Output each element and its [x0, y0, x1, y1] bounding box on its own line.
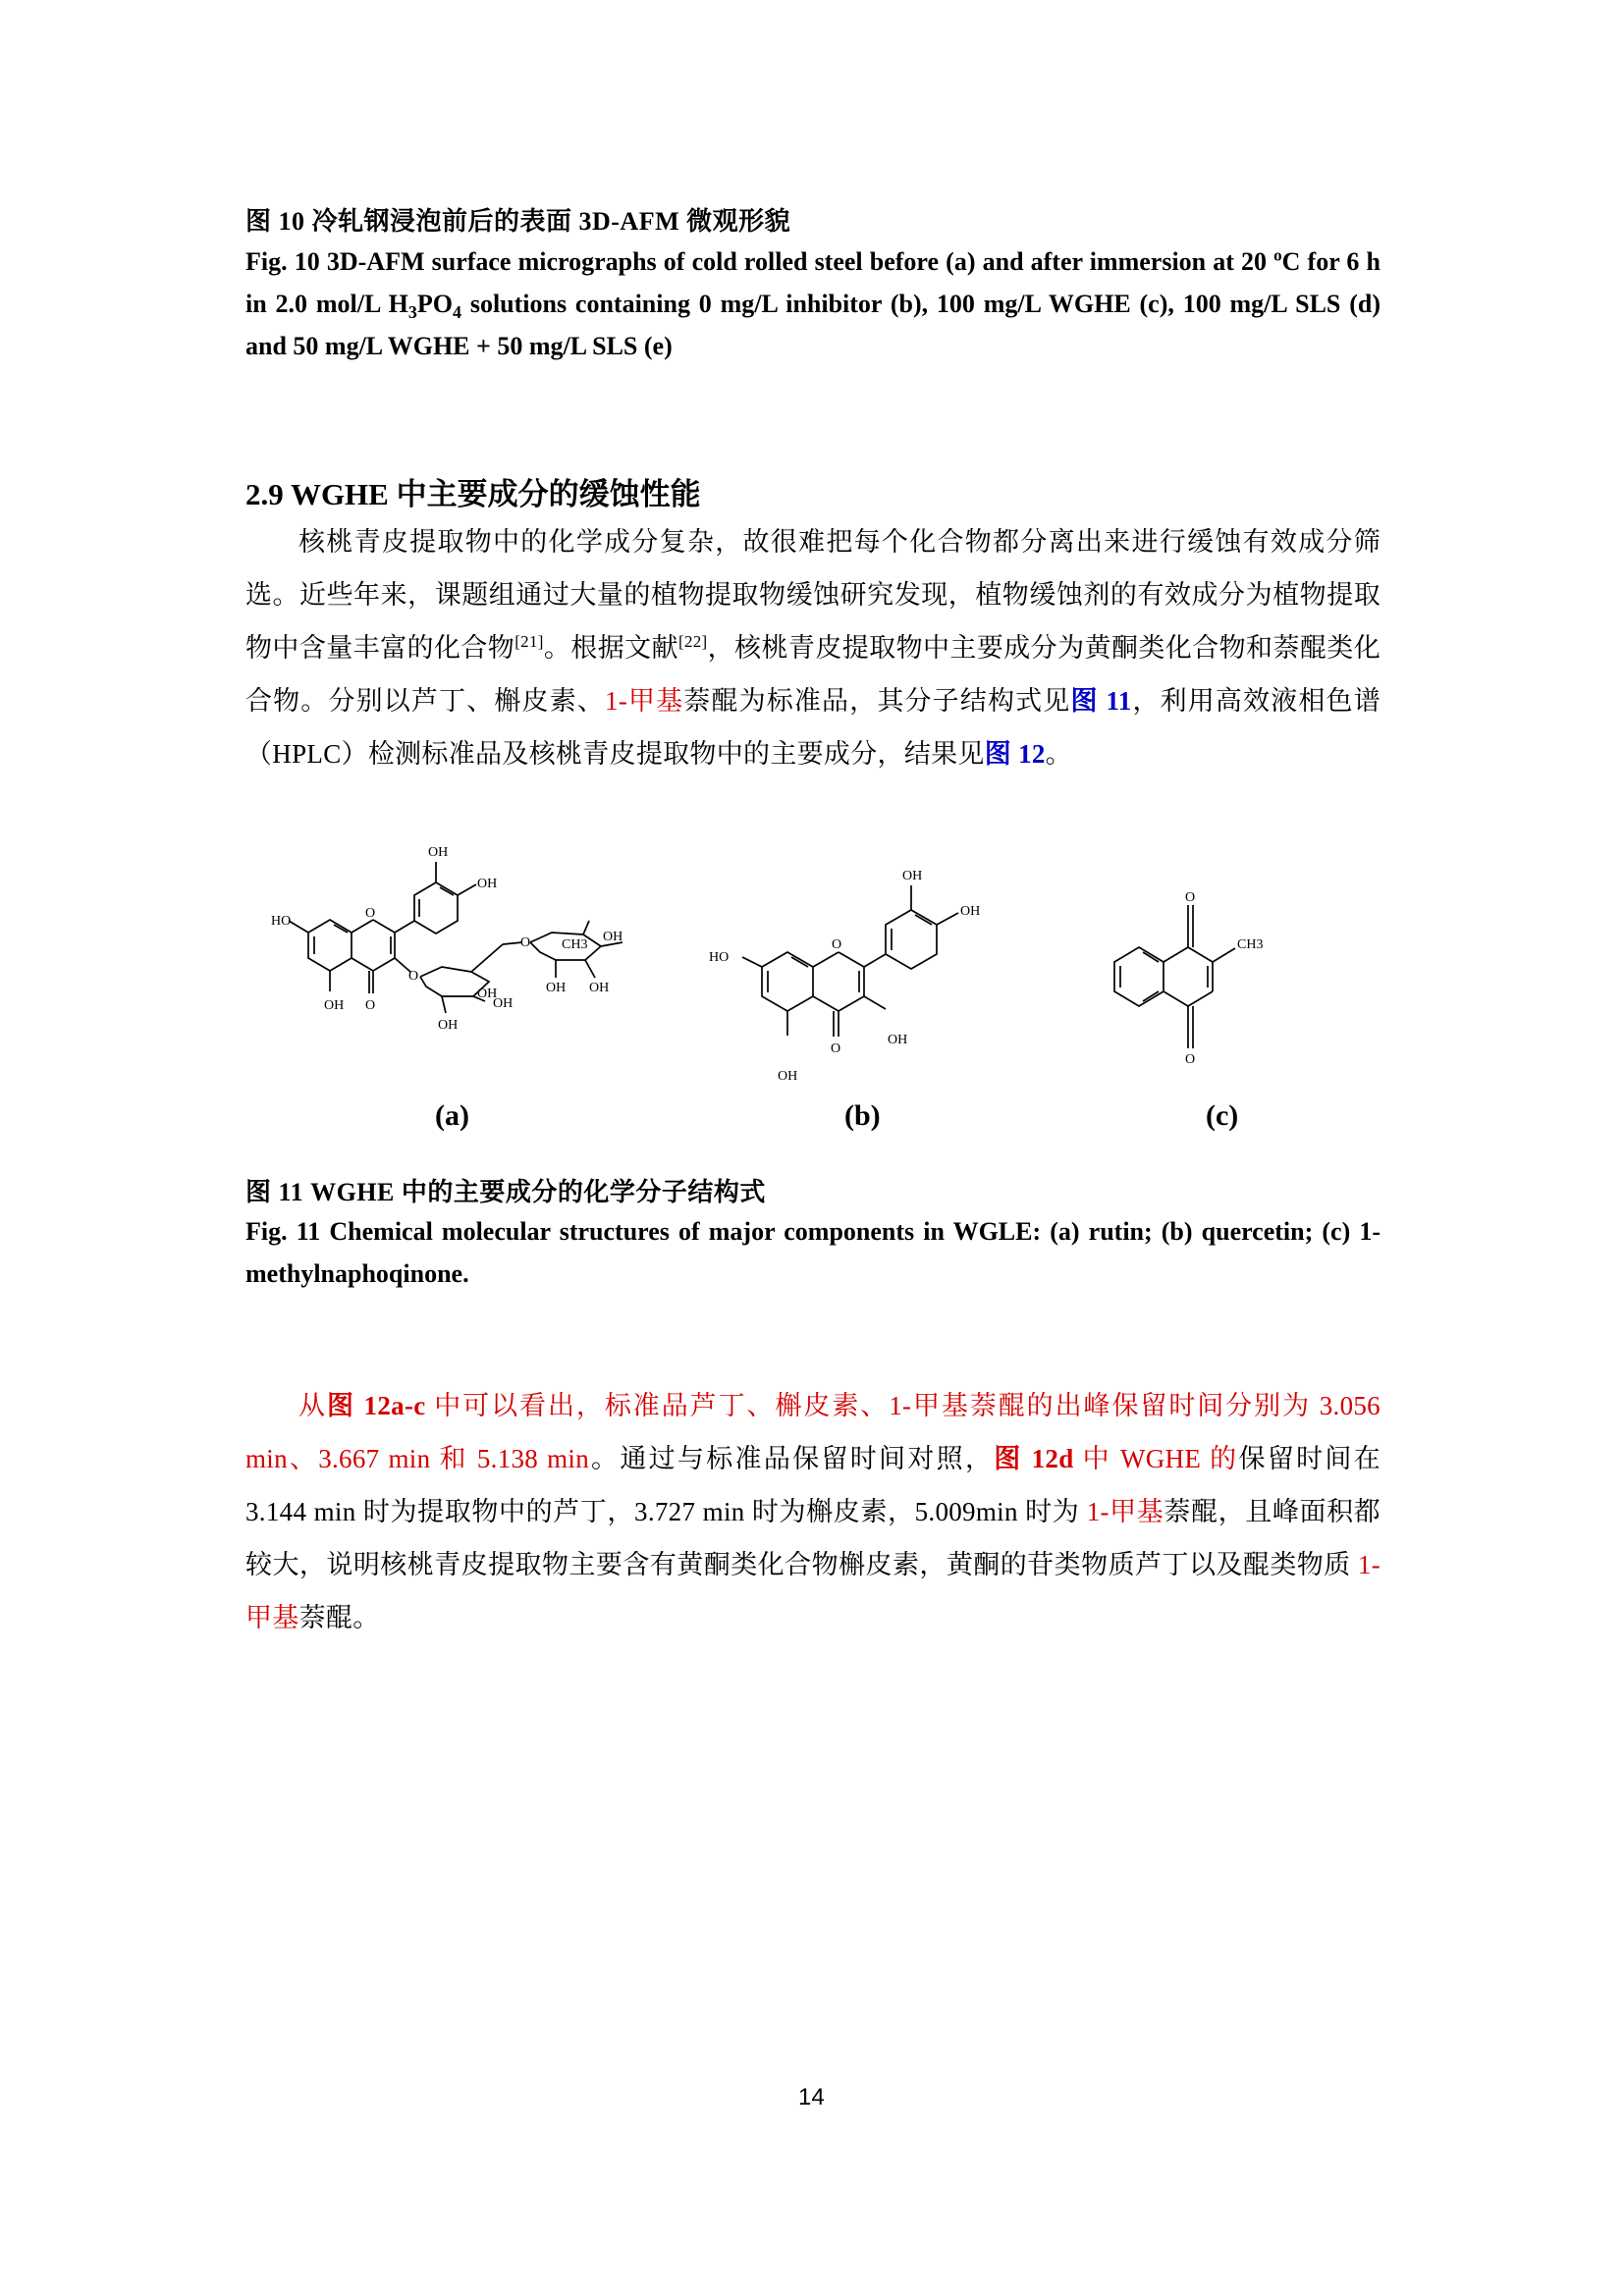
ch3-label: CH3	[1237, 937, 1264, 952]
page-number: 14	[798, 2084, 825, 2110]
o-label: O	[365, 998, 376, 1013]
p1-text-d: 萘醌为标准品，其分子结构式见	[683, 686, 1071, 716]
label-a: (a)	[435, 1099, 469, 1132]
label-b: (b)	[844, 1099, 881, 1132]
o-label: O	[408, 969, 419, 984]
fig10-caption-zh: 图 10 冷轧钢浸泡前后的表面 3D-AFM 微观形貌	[245, 207, 791, 236]
oh-label: OH	[493, 996, 514, 1011]
ref-21: [21]	[514, 632, 544, 651]
p1-text-a: 核桃青皮提取物中的化学成分复杂，故很难把每个化合物都分离出来进行缓蚀有效成分筛选。近些年来，课题组通过大量的植物提取物缓蚀研究发现，植物缓蚀剂的有效成分为植物提取物中含量丰富的化合物	[245, 527, 1380, 663]
oh-label: OH	[477, 877, 498, 891]
section-heading: 2.9 WGHE 中主要成分的缓蚀性能	[245, 477, 701, 511]
fig12ac-link[interactable]: 图 12a-c	[326, 1391, 426, 1420]
oh-label: OH	[888, 1033, 908, 1047]
p2-red-methyl: 1-甲基	[1086, 1497, 1164, 1526]
p2-text-s3: 。通过与标准品保留时间对照，	[589, 1444, 995, 1473]
label-c: (c)	[1206, 1099, 1239, 1132]
ch3-label: CH3	[562, 937, 588, 952]
oh-label: OH	[603, 930, 623, 944]
fig10-en-part4: solutions containing 0 mg/L inhibitor (b), 100 mg/L WGHE (c), 100 mg/L SLS (d) and 50 mg/L WGHE + 50 mg/L SLS (e)	[245, 290, 1380, 360]
paragraph-2	[245, 1379, 1380, 1644]
p1-text-e: ，利用高效液相色谱（HPLC）检测标准品及核桃青皮提取物中的主要成分，结果见	[245, 686, 1380, 769]
oh-label: OH	[438, 1018, 459, 1033]
o-label: O	[520, 935, 531, 950]
p2-text-s1: 从	[298, 1391, 327, 1420]
fig11-link[interactable]: 图 11	[1070, 686, 1132, 716]
p1-text-f: 。	[1045, 739, 1072, 769]
oh-label: OH	[324, 998, 345, 1013]
p1-text-c: ，核桃青皮提取物中主要成分为黄酮类化合物和萘醌类化合物。分别以芦丁、槲皮素、	[245, 633, 1381, 716]
o-label: O	[832, 937, 842, 952]
ho-label: HO	[271, 914, 292, 929]
o-label: O	[1185, 890, 1196, 905]
fig10-en-part2: C for 6 h in 2.0 mol/L H	[245, 247, 1380, 318]
p2-text-s2: 中可以看出，标准品芦丁、槲皮素、1-甲基萘醌的出峰保留时间分别为 3.056 min、3.667 min 和 5.138 min	[245, 1391, 1380, 1473]
p2-text-s4: 中 WGHE 的	[1073, 1444, 1239, 1473]
paragraph-1	[245, 515, 1380, 780]
quercetin-structure	[707, 844, 1080, 1095]
oh-label: OH	[589, 981, 610, 995]
p2-text-s5: 保留时间在 3.144 min 时为提取物中的芦丁，3.727 min 时为槲皮素，5.009min 时为	[245, 1444, 1380, 1526]
oh-label: OH	[902, 869, 923, 883]
o-label: O	[365, 906, 376, 921]
oh-label: OH	[428, 845, 449, 860]
oh-label: OH	[477, 987, 498, 1001]
fig11-caption-zh: 图 11 WGHE 中的主要成分的化学分子结构式	[245, 1178, 766, 1206]
fig12d-link[interactable]: 图 12d	[994, 1444, 1074, 1473]
p2-text-s7: 萘醌，且峰面积都较大，说明核桃青皮提取物主要含有黄酮类化合物槲皮素，黄酮的苷类物质芦丁以及醌类物质	[245, 1497, 1380, 1579]
oh-label: OH	[960, 904, 981, 919]
p2-text-s9: 萘醌。	[298, 1603, 380, 1632]
fig10-en-sup: o	[1273, 245, 1282, 265]
fig10-caption-en	[245, 240, 1380, 367]
fig12-link[interactable]: 图 12	[984, 739, 1046, 769]
fig10-en-sub1: 3	[407, 302, 417, 323]
p1-red-methyl: 1-甲基	[605, 686, 684, 716]
fig10-en-part3: PO	[416, 290, 454, 318]
oh-label: OH	[546, 981, 567, 995]
rutin-structure	[245, 834, 707, 1099]
ho-label: HO	[709, 950, 730, 965]
fig10-en-sub2: 4	[453, 302, 462, 323]
o-label: O	[831, 1041, 841, 1056]
p1-text-b: 。根据文献	[543, 633, 678, 663]
o-label: O	[1185, 1052, 1196, 1067]
oh-label: OH	[778, 1069, 798, 1084]
p2-red-methyl: 1-甲基	[245, 1550, 1380, 1632]
ref-22: [22]	[677, 632, 708, 651]
fig10-en-part1: Fig. 10 3D-AFM surface micrographs of cold rolled steel before (a) and after immersion at 20	[245, 247, 1274, 276]
methylnaphthoquinone-structure	[1095, 883, 1340, 1090]
fig11-caption-en: Fig. 11 Chemical molecular structures of major components in WGLE: (a) rutin; (b) quercetin; (c) 1-methylnaphoqinone.	[245, 1217, 1380, 1288]
